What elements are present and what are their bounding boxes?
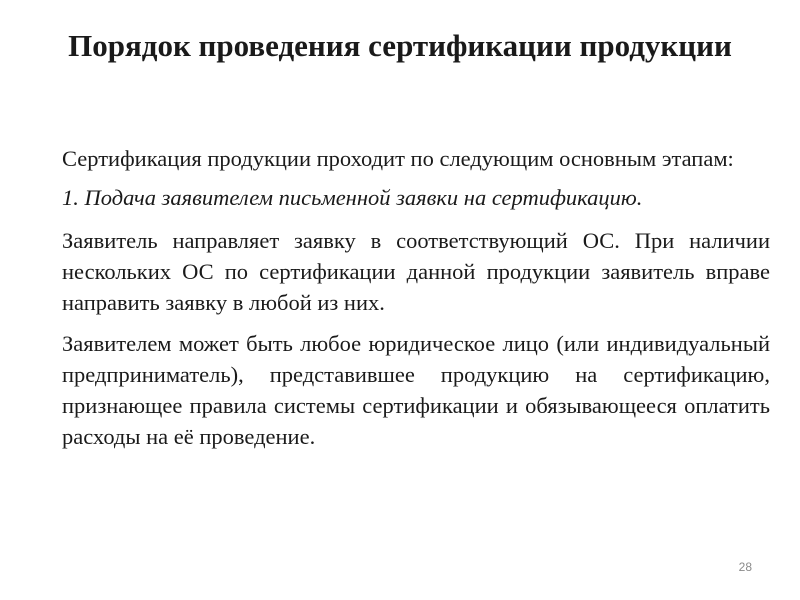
slide-title: Порядок проведения сертификации продукции — [68, 28, 732, 63]
applicant-definition-paragraph: Заявителем может быть любое юридическое лицо (или индивидуальный предприниматель), представившее продукцию на сертификацию, признающее правила системы сертификации и обязывающееся оплатить расходы на её проведение. — [62, 331, 770, 449]
applicant-direction-paragraph: Заявитель направляет заявку в соответствующий ОС. При наличии нескольких ОС по сертификации данной продукции заявитель вправе направить заявку в любой из них. — [62, 228, 770, 315]
intro-paragraph: Сертификация продукции проходит по следующим основным этапам: — [62, 146, 734, 171]
slide-body — [62, 143, 770, 462]
step-1-paragraph: 1. Подача заявителем письменной заявки на сертификацию. — [62, 185, 643, 210]
page-number: 28 — [738, 560, 752, 574]
